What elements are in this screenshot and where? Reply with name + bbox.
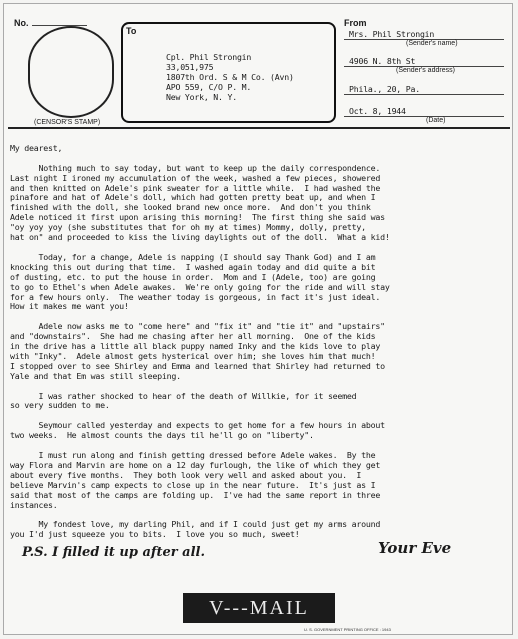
letter-paragraph: Today, for a change, Adele is napping (I should say Thank God) and I am knocking this out during that time. I washed again today and did quite a bit of dusting, etc. to put the house in order. Mom and I (Adele, too) are going to go to Ethel's when Adele awakes. We're only going for the ride and will stay for a few hours only. The weather today is gorgeous, in fact it's just ideal. How it makes me want you!: [10, 251, 390, 312]
letter-body: [10, 134, 506, 540]
recipient-line: 33,051,975: [166, 62, 214, 72]
printing-office-footer: U. S. GOVERNMENT PRINTING OFFICE : 1943: [304, 627, 391, 632]
header-divider: [8, 127, 510, 129]
sender-name-caption: (Sender's name): [406, 40, 458, 47]
letter-paragraph: Nothing much to say today, but want to keep up the daily correspondence. Last night I ironed my accumulation of the week, washed a few pieces, showered and then knitted on Adele's pink sweater for a little while. I had washed the pinafore and hat of Adele's doll, which had gotten pretty beat up, and when I finished with the doll, she looked brand new once more. And don't you think Adele noticed it first upon arising this morning! The first thing she said was "oy yoy yoy (she substitutes that for oh my at times) Mommy, dolly, pretty, hat on" and proceeded to kiss the living daylights out of the doll. What a kid!: [10, 162, 390, 243]
letter-paragraph: My fondest love, my darling Phil, and if I could just get my arms around you I'd just squeeze you to bits. I love you so much, sweet!: [10, 519, 381, 540]
sender-city-line: [344, 94, 504, 95]
recipient-line: New York, N. Y.: [166, 92, 237, 102]
letter-paragraph: I must run along and finish getting dressed before Adele wakes. By the way Flora and Marvin are home on a 12 day furlough, the like of which they get about every five months. They both look very well and asked about you. I believe Marvin's camp expects to close up in the near future. It's just as I said that most of the camps are folding up. I've had the same report in three instances.: [10, 450, 381, 510]
letter-paragraph: Seymour called yesterday and expects to get home for a few hours in about two weeks. He almost counts the days til he'll go on "liberty".: [10, 420, 385, 441]
sender-name: Mrs. Phil Strongin: [349, 29, 435, 39]
censor-stamp-area: [28, 26, 114, 118]
salutation: My dearest,: [10, 142, 63, 153]
recipient-line: 1807th Ord. S & M Co. (Avn): [166, 72, 294, 82]
letter-paragraph: I was rather shocked to hear of the death of Willkie, for it seemed so very sudden to me.: [10, 390, 357, 411]
date-line: [344, 116, 504, 117]
vmail-logo: V---MAIL: [183, 593, 335, 623]
handwritten-postscript: P.S. I filled it up after all.: [22, 545, 205, 560]
number-label: No.: [14, 18, 29, 28]
date-caption: (Date): [426, 117, 446, 124]
letter-paragraph: Adele now asks me to "come here" and "fix it" and "tie it" and "upstairs" and "downstairs". She had me chasing after her all morning. One of the kids in the drive has a little all black puppy named Inky and the kids love to play with "Inky". Adele almost gets hysterical over him; she loves him that much! I stopped over to see Shirley and Emma and learned that Shirley had returned to Yale and that Em was still sleeping.: [10, 321, 385, 381]
sender-address-caption: (Sender's address): [396, 67, 455, 74]
sender-street: 4906 N. 8th St: [349, 56, 416, 66]
letter-date: Oct. 8, 1944: [349, 106, 406, 116]
censor-stamp-label: (CENSOR'S STAMP): [34, 119, 101, 126]
to-label: To: [126, 26, 137, 36]
from-label: From: [344, 18, 367, 28]
recipient-line: APO 559, C/O P. M.: [166, 82, 252, 92]
recipient-line: Cpl. Phil Strongin: [166, 52, 252, 62]
sender-city: Phila., 20, Pa.: [349, 84, 420, 94]
handwritten-signature: Your Eve: [378, 539, 452, 557]
